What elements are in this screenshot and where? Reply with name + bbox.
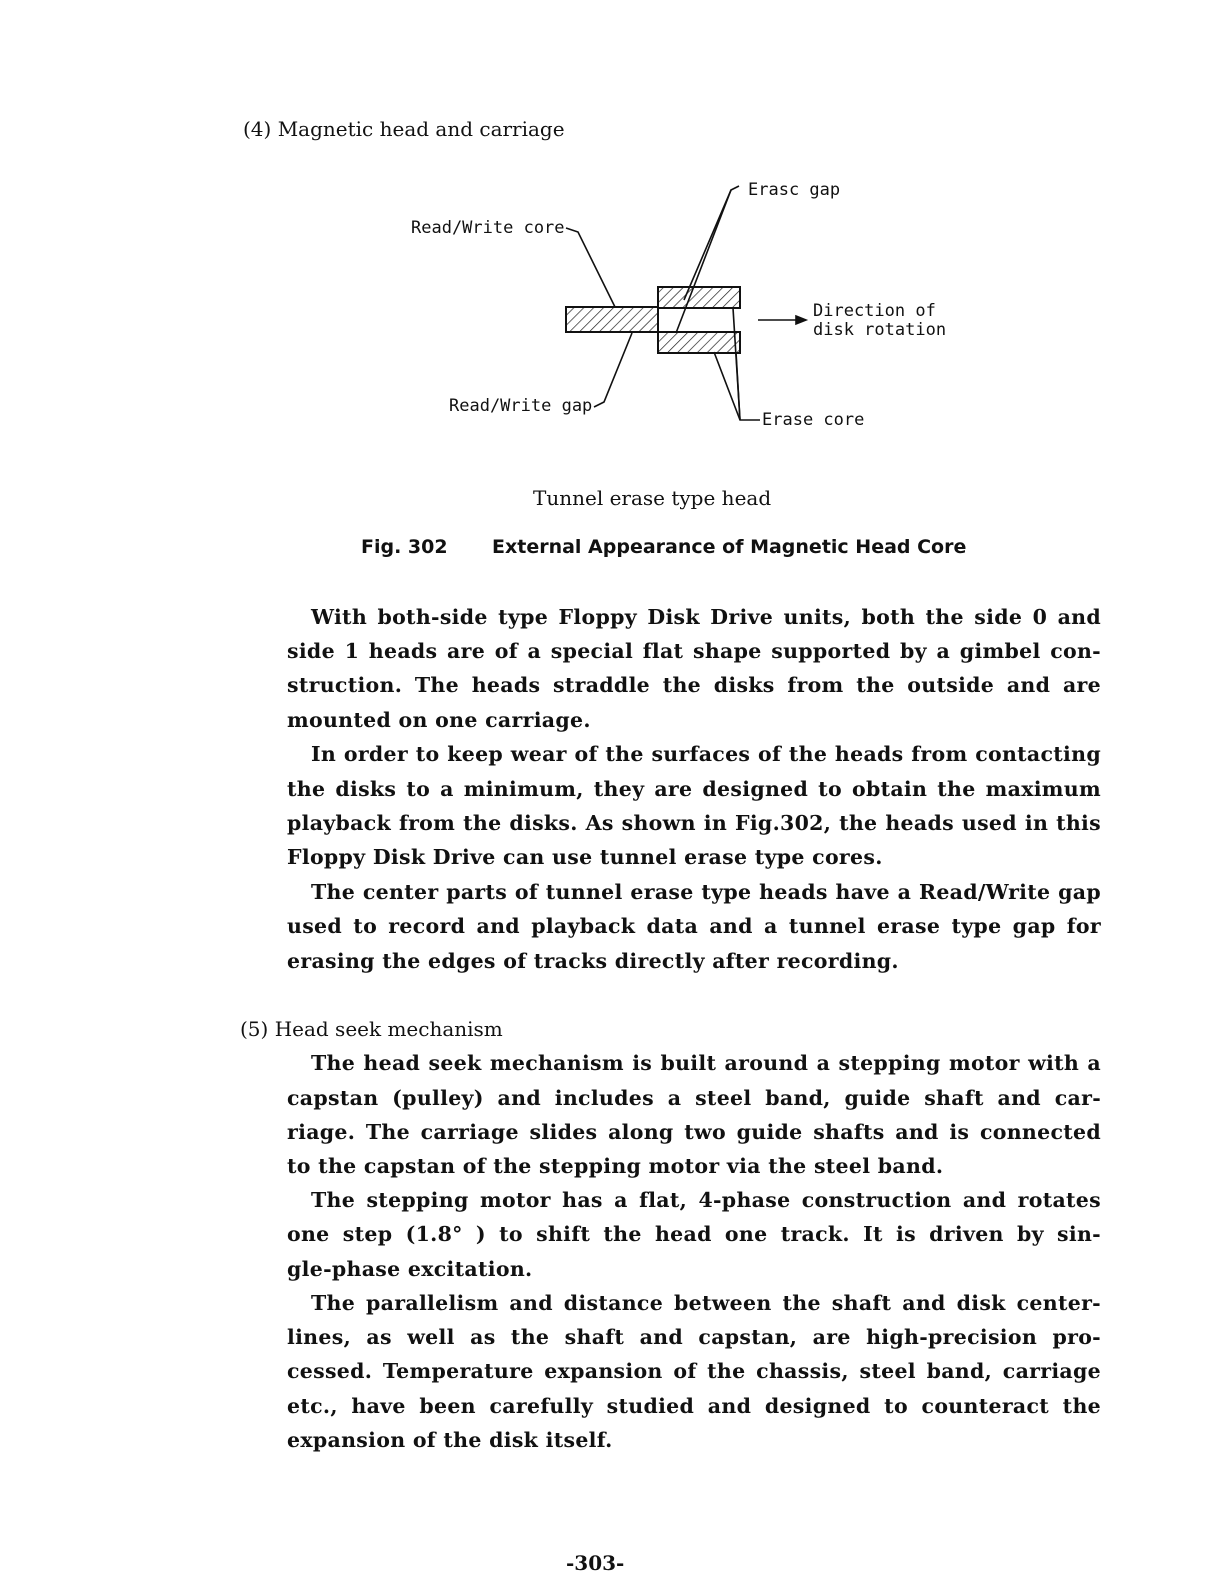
rw-core-block [566,307,658,332]
text-line: struction. The heads straddle the disks from the outside and are [287,673,1101,697]
section-5-heading: (5) Head seek mechanism [240,1017,503,1041]
text-line: erasing the edges of tracks directly after recording. [287,949,899,973]
label-direction-2: disk rotation [813,320,947,340]
text-line: The stepping motor has a flat, 4-phase construction and rotates [311,1188,1101,1212]
text-line: riage. The carriage slides along two guide shafts and is connected [287,1120,1101,1144]
label-erase-gap: Erasc gap [748,180,841,200]
text-line: the disks to a minimum, they are designed to obtain the maximum [287,777,1101,801]
label-direction-1: Direction of [813,301,936,321]
text-line: side 1 heads are of a special flat shape supported by a gimbel con- [287,639,1101,663]
text-line: playback from the disks. As shown in Fig.302, the heads used in this [287,811,1101,835]
label-erase-core: Erase core [762,410,865,430]
figure-caption: External Appearance of Magnetic Head Core [492,536,967,558]
text-line: to the capstan of the stepping motor via the steel band. [287,1154,944,1178]
erase-gap-leader [684,186,739,300]
section-4-heading: (4) Magnetic head and carriage [243,117,565,141]
text-line: mounted on one carriage. [287,708,591,732]
figure-subtitle: Tunnel erase type head [533,486,772,510]
text-line: etc., have been carefully studied and designed to counteract the [287,1394,1101,1418]
text-line: one step (1.8° ) to shift the head one track. It is driven by sin- [287,1222,1101,1246]
text-line: used to record and playback data and a tunnel erase type gap for [287,914,1101,938]
rw-gap-leader [594,333,632,407]
figure-number: Fig. 302 [361,536,448,558]
text-line: The center parts of tunnel erase type heads have a Read/Write gap [311,880,1101,904]
erase-core-top [658,287,740,308]
label-rw-core: Read/Write core [411,218,565,238]
page-number: -303- [566,1551,625,1575]
text-line: gle-phase excitation. [287,1257,533,1281]
text-line: Floppy Disk Drive can use tunnel erase type cores. [287,845,883,869]
rw-core-leader [566,228,615,307]
text-line: The head seek mechanism is built around a stepping motor with a [311,1051,1101,1075]
magnetic-head-diagram [0,0,1224,460]
label-rw-gap: Read/Write gap [449,396,593,416]
text-line: With both-side type Floppy Disk Drive units, both the side 0 and [311,605,1101,629]
erase-core-bottom [658,332,740,353]
text-line: In order to keep wear of the surfaces of the heads from contacting [311,742,1101,766]
text-line: expansion of the disk itself. [287,1428,613,1452]
text-line: capstan (pulley) and includes a steel band, guide shaft and car- [287,1086,1101,1110]
text-line: The parallelism and distance between the shaft and disk center- [311,1291,1101,1315]
text-line: cessed. Temperature expansion of the chassis, steel band, carriage [287,1359,1101,1383]
text-line: lines, as well as the shaft and capstan, are high-precision pro- [287,1325,1101,1349]
